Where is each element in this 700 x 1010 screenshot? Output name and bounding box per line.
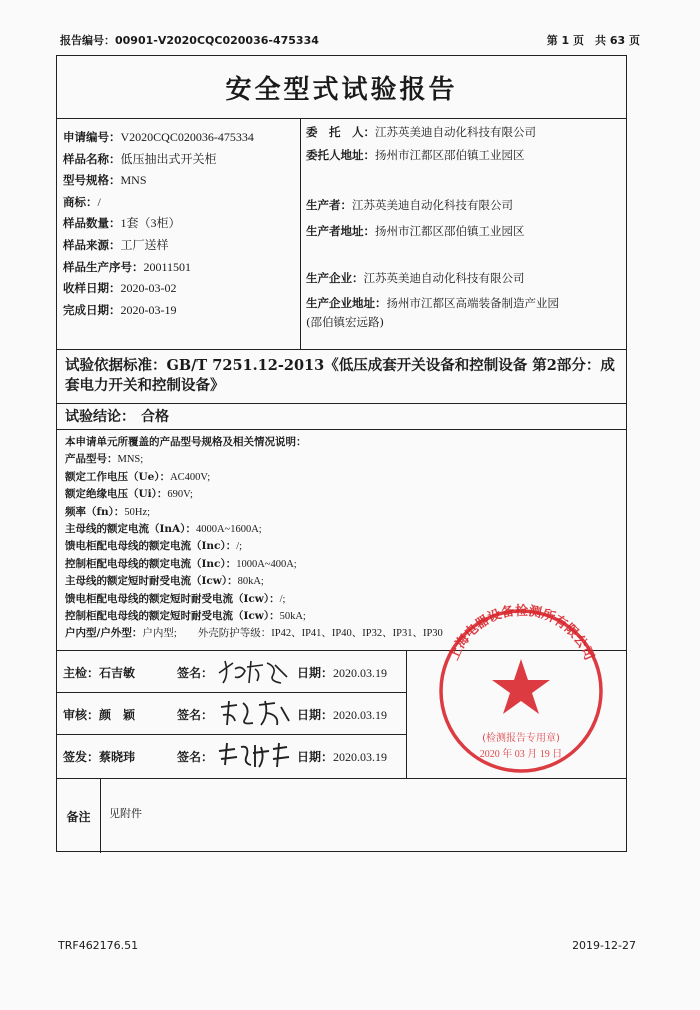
producer: 生产者：江苏英美迪自动化科技有限公司 [306,198,513,212]
spec-line: 馈电柜配电母线的额定短时耐受电流（Icw）：/; [65,592,286,605]
spec-line: 主母线的额定短时耐受电流（Icw）：80kA; [65,575,264,588]
inspector-signature [215,655,293,687]
sample-source: 样品来源：工厂送样 [63,237,169,252]
page-footer [58,939,636,952]
sample-info [63,127,298,321]
remarks-section [57,779,626,853]
producer-address: 生产者地址：扬州市江都区邵伯镇工业园区 [306,224,525,238]
spec-line: 控制柜配电母线的额定电流（Inc）：1000A~400A; [65,557,297,570]
trademark: 商标：/ [63,194,101,209]
page-info: 第 1 页 共 63 页 [546,34,640,47]
signature-row-inspector: 主检：石吉敏 签名： 日期：2020.03.19 [57,651,407,693]
spec-line: 主母线的额定电流（InA）：4000A~1600A; [65,522,262,535]
spec-line: 户内型/户外型：户内型; 外壳防护等级：IP42、IP41、IP40、IP32、IP31、IP30 [65,627,443,640]
factory-address-2: (邵伯镇宏远路) [306,315,384,329]
svg-text:上海电器设备检测所有限公司: 上海电器设备检测所有限公司 [446,603,597,663]
remarks-label: 备注 [57,779,101,853]
official-seal [409,591,629,776]
received-date: 收样日期：2020-03-02 [63,281,177,296]
reviewer-signature [215,697,293,729]
svg-text:2020 年 03 月 19 日: 2020 年 03 月 19 日 [479,749,563,760]
form-number: TRF462176.51 [58,939,139,952]
sample-name: 样品名称：低压抽出式开关柜 [63,151,217,166]
serial-no: 样品生产序号：20011501 [63,259,192,274]
report-title: 安全型式试验报告 [57,56,626,119]
factory: 生产企业：江苏英美迪自动化科技有限公司 [306,271,525,285]
report-number: 报告编号：00901-V2020CQC020036-475334 [60,34,319,47]
signature-row-issuer: 签发：蔡晓玮 签名： 日期：2020.03.19 [57,735,407,778]
info-section [57,119,626,350]
remarks-value: 见附件 [109,807,142,820]
form-date: 2019-12-27 [572,939,636,952]
party-info [306,123,620,332]
factory-address: 生产企业地址：扬州市江都区高端装备制造产业园 [306,296,559,310]
spec-line: 控制柜配电母线的额定短时耐受电流（Icw）：50kA; [65,609,306,622]
signature-row-reviewer: 审核：颜 颖 签名： 日期：2020.03.19 [57,693,407,735]
application-no: 申请编号：V2020CQC020036-475334 [63,130,254,144]
issuer-signature [215,739,293,771]
client-address: 委托人地址：扬州市江都区邵伯镇工业园区 [306,148,525,162]
completed-date: 完成日期：2020-03-19 [63,302,177,317]
info-divider [300,119,301,349]
report-frame [56,55,627,852]
spec-line: 产品型号：MNS; [65,453,144,466]
spec-line: 额定绝缘电压（Ui）：690V; [65,488,193,501]
spec-intro: 本申请单元所覆盖的产品型号规格及相关情况说明： [65,436,307,448]
spec-line: 额定工作电压（Ue）：AC400V; [65,470,211,483]
spec-line: 频率（fn）：50Hz; [65,505,151,518]
test-conclusion: 试验结论： 合格 [57,404,626,430]
model-spec: 型号规格：MNS [63,173,147,188]
page-header [60,32,640,48]
test-basis: 试验依据标准：GB/T 7251.12-2013《低压成套开关设备和控制设备 第2部分：成套电力开关和控制设备》 [57,350,626,404]
spec-line: 馈电柜配电母线的额定电流（Inc）：/; [65,540,243,553]
svg-text:(检测报告专用章): (检测报告专用章) [482,733,560,744]
sample-quantity: 样品数量：1套（3柜） [63,216,181,231]
client: 委 托 人：江苏英美迪自动化科技有限公司 [306,125,536,139]
